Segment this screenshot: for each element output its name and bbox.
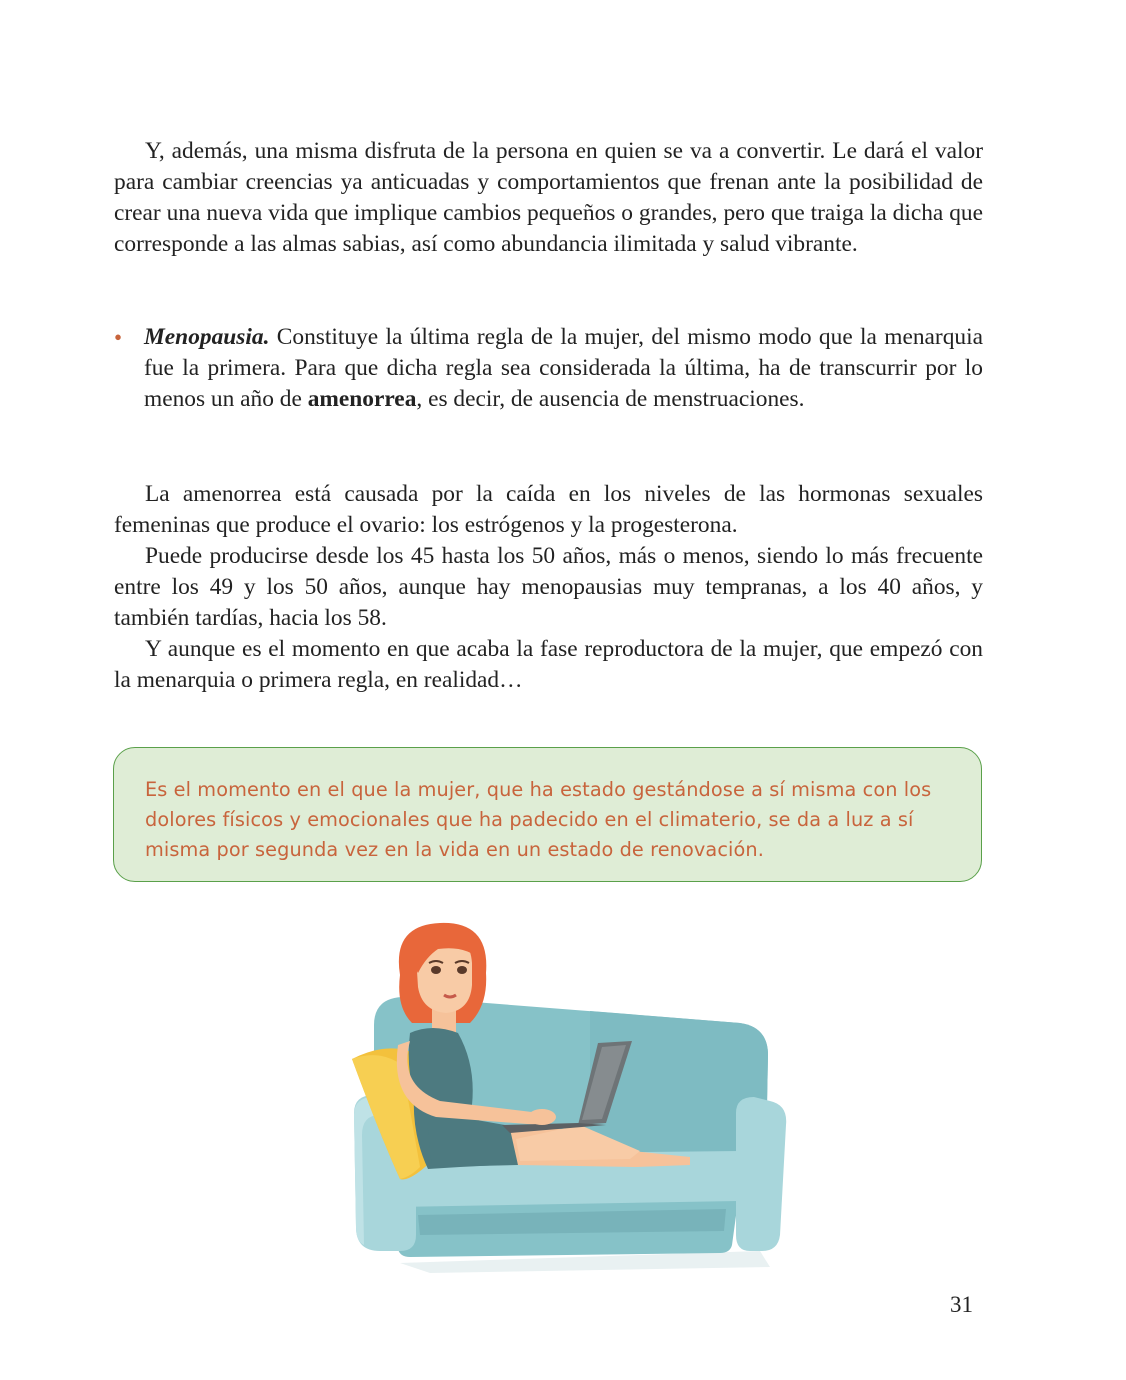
paragraph-2: La amenorrea está causada por la caída en los niveles de las hormonas sexuales femeninas que produce el ovario: los estrógenos y la progesterona. bbox=[114, 481, 983, 538]
bullet-text bbox=[144, 322, 983, 415]
paragraph-1: Y, además, una misma disfruta de la persona en quien se va a convertir. Le dará el valor para cambiar creencias ya anticuadas y comportamientos que frenan ante la posibilidad de crear una nueva vida que implique cambios pequeños o grandes, pero que traiga la dicha que corresponde a las almas sabias, así como abundancia ilimitada y salud vibrante. bbox=[114, 138, 983, 257]
bullet-bold-term: amenorrea bbox=[307, 386, 417, 412]
bullet-text-after: , es decir, de ausencia de menstruaciones. bbox=[416, 386, 805, 412]
bullet-term: Menopausia. bbox=[144, 324, 270, 350]
paragraph-intro bbox=[114, 136, 983, 260]
paragraph-3: Puede producirse desde los 45 hasta los 50 años, más o menos, siendo lo más frecuente entre los 49 y los 50 años, aunque hay menopausias muy tempranas, a los 40 años, y también tardías, hacia los 58. bbox=[114, 543, 983, 631]
paragraph-group bbox=[114, 479, 983, 696]
hand bbox=[528, 1109, 556, 1125]
bullet-dot-icon: • bbox=[114, 325, 123, 350]
callout-text: Es el momento en el que la mujer, que ha estado gestándose a sí misma con los dolores físicos y emocionales que ha padecido en el climaterio, se da a luz a sí misma por segunda vez en la vida en un estado de renovación. bbox=[145, 778, 932, 861]
left-eye bbox=[431, 966, 441, 974]
highlight-callout-box bbox=[113, 747, 982, 882]
bullet-text-before: Constituye la última regla de la mujer, del mismo modo que la menarquia fue la primera. Para que dicha regla sea considerada la última, ha de transcurrir por lo menos un año de bbox=[144, 324, 983, 412]
sofa-right-armrest bbox=[736, 1097, 786, 1251]
paragraph-4: Y aunque es el momento en que acaba la fase reproductora de la mujer, que empezó con la menarquia o primera regla, en realidad… bbox=[114, 636, 983, 693]
page-number: 31 bbox=[950, 1292, 973, 1317]
bullet-item-menopausia bbox=[114, 322, 983, 415]
woman-on-sofa-with-laptop-illustration bbox=[340, 915, 800, 1280]
right-eye bbox=[457, 966, 467, 974]
